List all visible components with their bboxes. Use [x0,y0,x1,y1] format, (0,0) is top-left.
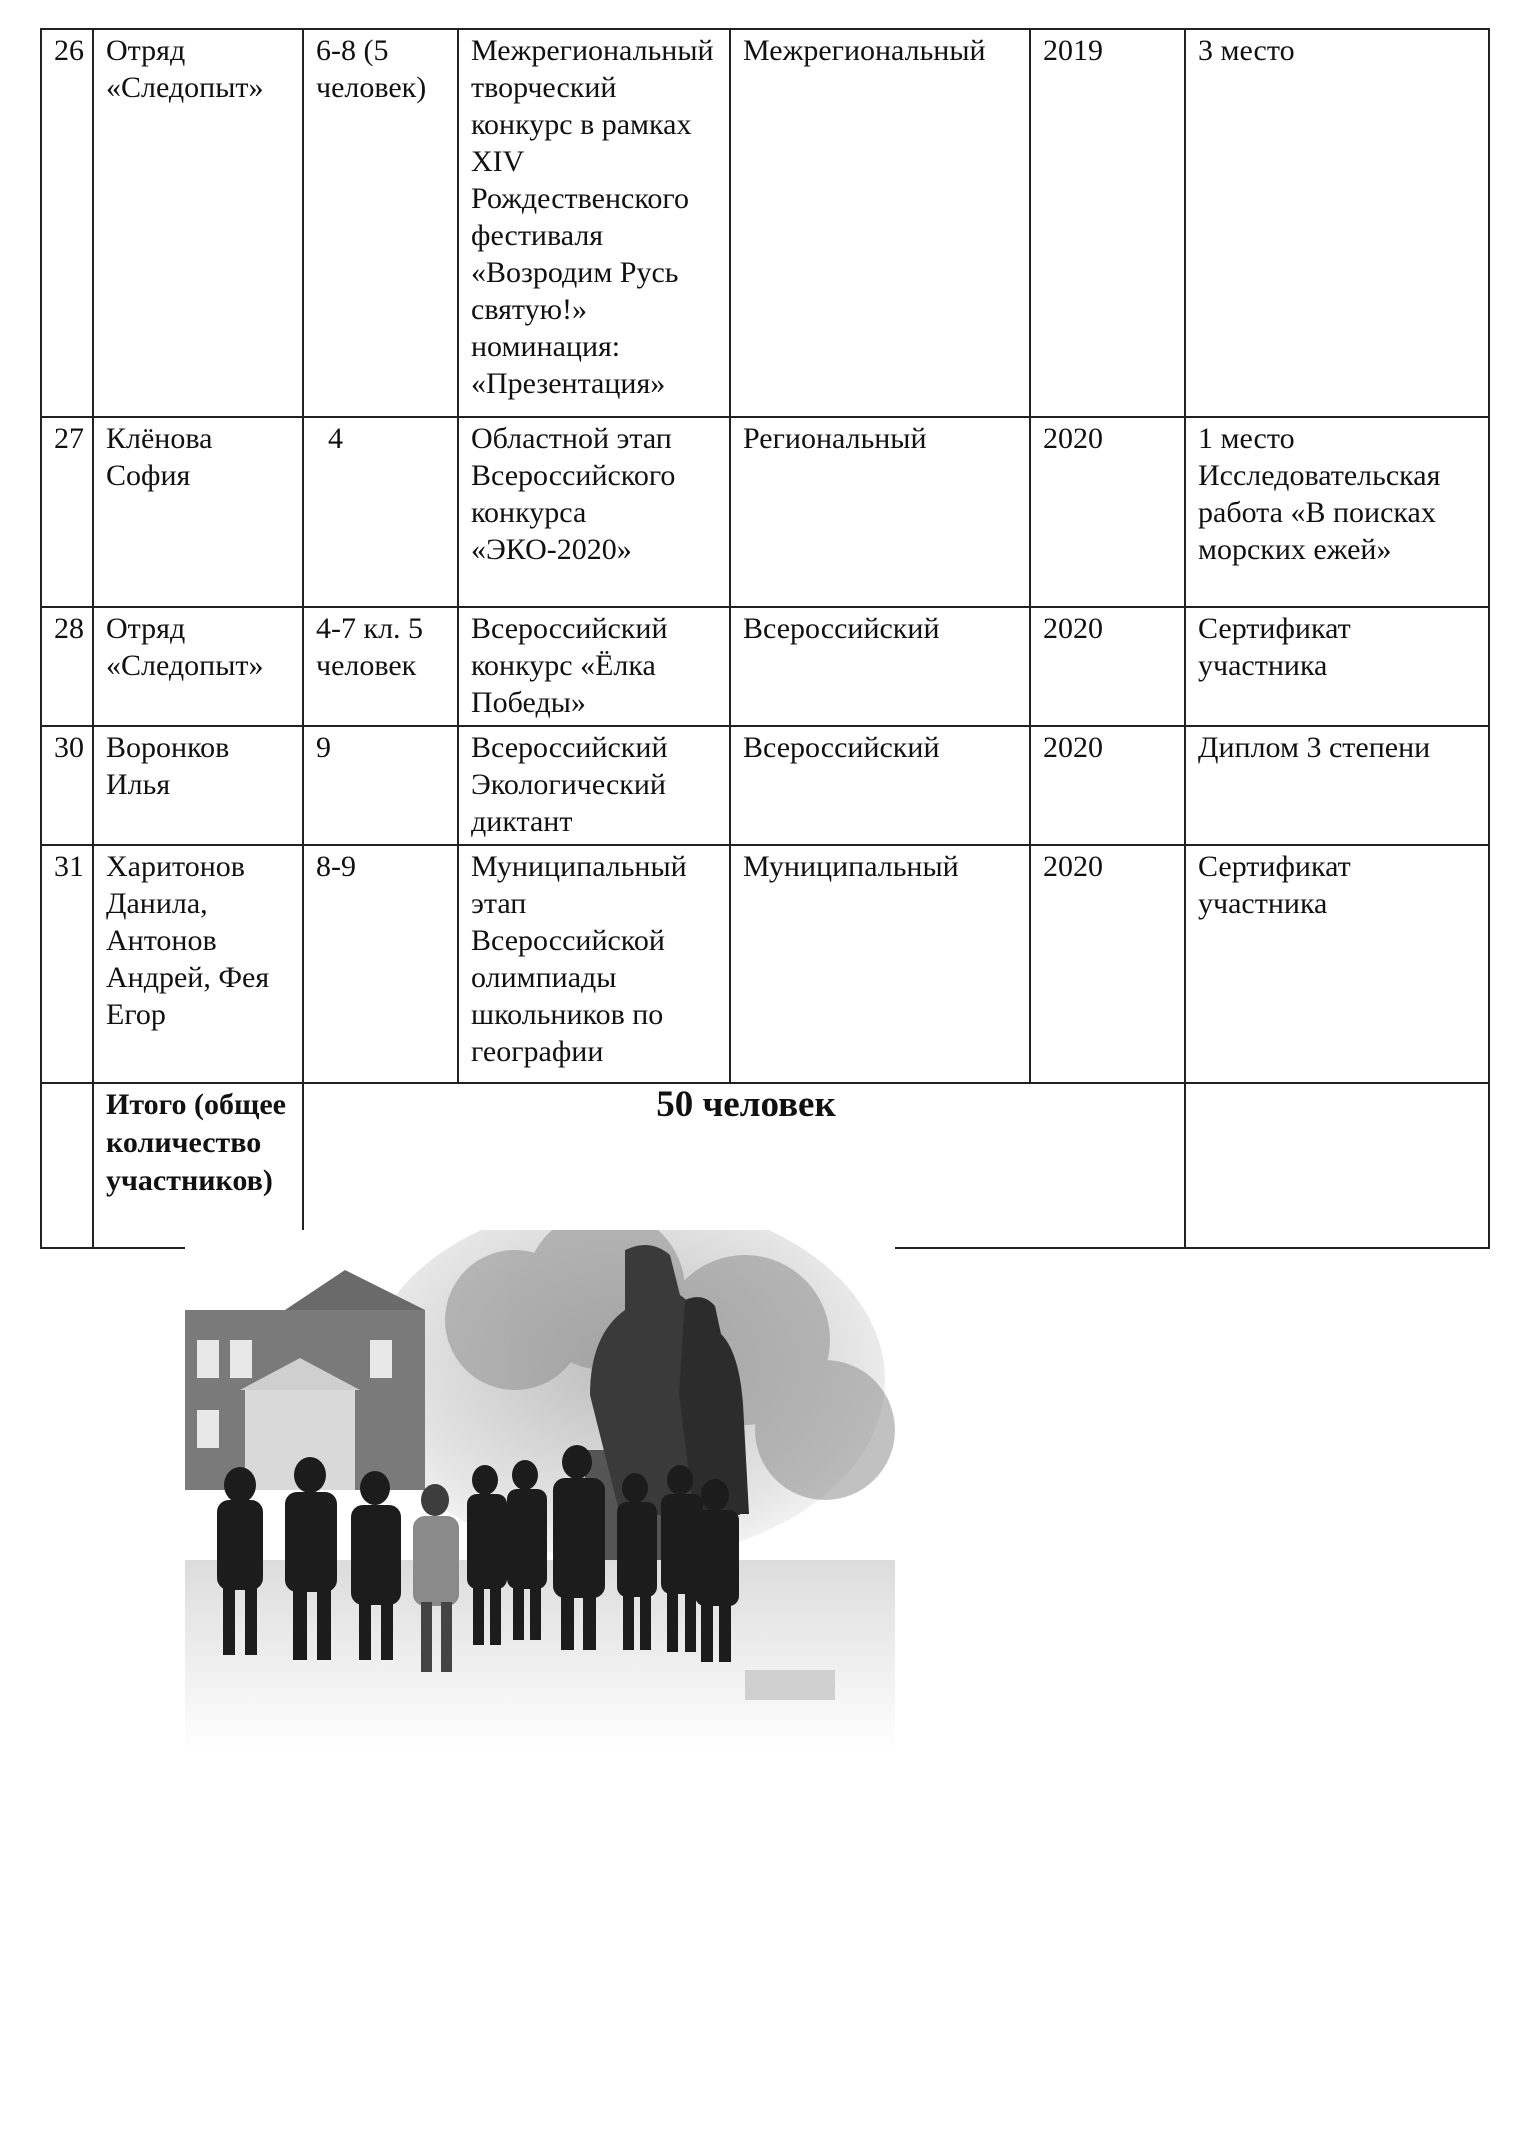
contest-year: 2020 [1030,607,1185,726]
row-number: 31 [41,845,93,1083]
results-table [40,28,1490,1249]
contest-level: Межрегиональный [730,29,1030,417]
contest-name: Муниципальный этап Всероссийской олимпиады школьников по географии [458,845,730,1083]
contest-year: 2020 [1030,417,1185,607]
contest-level: Всероссийский [730,726,1030,845]
contest-result: Сертификат участника [1185,607,1489,726]
table-row [41,845,1489,1083]
participant-name: Отряд «Следопыт» [93,29,303,417]
group-photo [185,1230,895,1750]
contest-level: Муниципальный [730,845,1030,1083]
contest-name: Всероссийский конкурс «Ёлка Победы» [458,607,730,726]
table-row [41,607,1489,726]
contest-level: Всероссийский [730,607,1030,726]
table-row [41,29,1489,417]
contest-year: 2020 [1030,845,1185,1083]
row-number: 26 [41,29,93,417]
contest-name: Всероссийский Экологический диктант [458,726,730,845]
participant-name: Отряд «Следопыт» [93,607,303,726]
total-empty-cell [41,1083,93,1248]
participant-name: Воронков Илья [93,726,303,845]
contest-result: 3 место [1185,29,1489,417]
table-row [41,726,1489,845]
grade-cell: 6-8 (5 человек) [303,29,458,417]
total-empty-cell [1185,1083,1489,1248]
contest-name: Областной этап Всероссийского конкурса «ЭКО-2020» [458,417,730,607]
row-number: 28 [41,607,93,726]
row-number: 27 [41,417,93,607]
grade-cell: 4 [303,417,458,607]
contest-result: 1 место Исследовательская работа «В поисках морских ежей» [1185,417,1489,607]
grade-cell: 4-7 кл. 5 человек [303,607,458,726]
total-row [41,1083,1489,1248]
grade-cell: 8-9 [303,845,458,1083]
participant-name: Харитонов Данила, Антонов Андрей, Фея Егор [93,845,303,1083]
participant-name: Клёнова София [93,417,303,607]
total-label: Итого (общее количество участников) [93,1083,303,1248]
contest-year: 2020 [1030,726,1185,845]
contest-year: 2019 [1030,29,1185,417]
table-row [41,417,1489,607]
contest-result: Диплом 3 степени [1185,726,1489,845]
row-number: 30 [41,726,93,845]
total-value: 50 человек [303,1083,1185,1248]
grade-cell: 9 [303,726,458,845]
contest-name: Межрегиональный творческий конкурс в рамках XIV Рождественского фестиваля «Возродим Русь святую!» номинация: «Презентация» [458,29,730,417]
contest-level: Региональный [730,417,1030,607]
plaque [745,1670,835,1700]
contest-result: Сертификат участника [1185,845,1489,1083]
